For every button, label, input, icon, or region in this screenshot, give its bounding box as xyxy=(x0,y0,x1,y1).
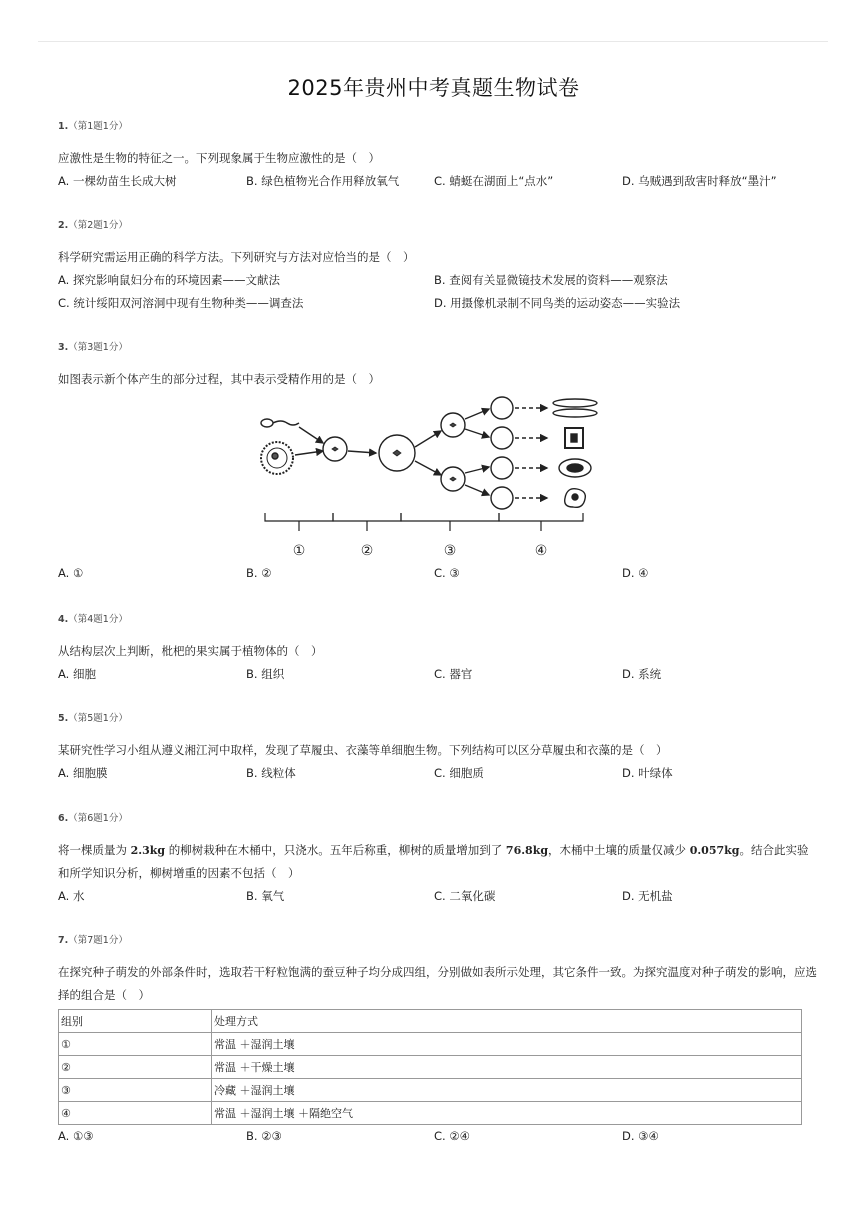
option-c[interactable]: C. 器官 xyxy=(434,667,473,681)
options-row xyxy=(58,762,818,785)
sperm-cell xyxy=(261,419,299,427)
option-d[interactable]: D. ④ xyxy=(622,566,649,580)
question-3-options xyxy=(58,562,818,585)
question-number: 5.（第5题1分） xyxy=(58,713,128,724)
treatment-table xyxy=(58,1009,802,1125)
question-7 xyxy=(58,933,818,1148)
option-d[interactable]: D. 无机盐 xyxy=(622,889,673,903)
option-c[interactable]: C. 细胞质 xyxy=(434,766,484,780)
table-cell: ① xyxy=(59,1033,212,1056)
table-header: 组别 xyxy=(59,1010,212,1033)
option-b[interactable]: B. 查阅有关显微镜技术发展的资料——观察法 xyxy=(434,273,668,287)
table-row xyxy=(59,1079,802,1102)
question-stem: 从结构层次上判断，枇杷的果实属于植物体的（ ） xyxy=(58,644,323,658)
question-4 xyxy=(58,612,818,686)
option-d[interactable]: D. ③④ xyxy=(622,1129,659,1143)
table-header: 处理方式 xyxy=(212,1010,802,1033)
question-number: 2.（第2题1分） xyxy=(58,220,128,231)
page-title: 2025年贵州中考真题生物试卷 xyxy=(287,76,580,100)
question-3 xyxy=(58,340,818,391)
option-d[interactable]: D. 乌贼遇到敌害时释放“墨汁” xyxy=(622,174,777,188)
fertilization-diagram xyxy=(255,395,625,565)
option-c[interactable]: C. 统计绥阳双河溶洞中现有生物种类——调查法 xyxy=(58,296,304,310)
table-cell: ③ xyxy=(59,1079,212,1102)
question-6 xyxy=(58,811,818,908)
stage-label-2: ② xyxy=(360,543,374,559)
stage-label-4: ④ xyxy=(534,543,548,559)
options-row xyxy=(58,885,818,908)
question-stem: 科学研究需运用正确的科学方法。下列研究与方法对应恰当的是（ ） xyxy=(58,250,415,264)
option-a[interactable]: A. ① xyxy=(58,566,84,580)
option-a[interactable]: A. ①③ xyxy=(58,1129,94,1143)
option-b[interactable]: B. 线粒体 xyxy=(246,766,296,780)
question-number: 3.（第3题1分） xyxy=(58,342,128,353)
option-c[interactable]: C. 蜻蜓在湖面上“点水” xyxy=(434,174,554,188)
table-header-row xyxy=(59,1010,802,1033)
header-divider xyxy=(38,41,828,42)
question-number: 6.（第6题1分） xyxy=(58,813,128,824)
option-b[interactable]: B. 绿色植物光合作用释放氧气 xyxy=(246,174,400,188)
table-cell: 常温 ＋干燥土壤 xyxy=(212,1056,802,1079)
table-cell: ② xyxy=(59,1056,212,1079)
option-a[interactable]: A. 水 xyxy=(58,889,85,903)
question-2 xyxy=(58,218,818,315)
options-row xyxy=(58,170,818,193)
question-stem: 将一棵质量为 2.3kg 的柳树栽种在木桶中，只浇水。五年后称重，柳树的质量增加到了 76.8kg，木桶中土壤的质量仅减少 0.057kg。结合此实验和所学知识分析，柳树增重的因素不包括（ ） xyxy=(58,843,809,880)
option-b[interactable]: B. 组织 xyxy=(246,667,285,681)
table-cell: 冷藏 ＋湿润土壤 xyxy=(212,1079,802,1102)
stage-label-1: ① xyxy=(292,543,306,559)
option-b[interactable]: B. ②③ xyxy=(246,1129,282,1143)
option-b[interactable]: B. 氧气 xyxy=(246,889,285,903)
option-b[interactable]: B. ② xyxy=(246,566,272,580)
question-stem: 如图表示新个体产生的部分过程，其中表示受精作用的是（ ） xyxy=(58,372,380,386)
options-row xyxy=(58,1125,818,1148)
table-row xyxy=(59,1056,802,1079)
options-row xyxy=(58,663,818,686)
option-c[interactable]: C. ②④ xyxy=(434,1129,470,1143)
stage-label-3: ③ xyxy=(443,543,457,559)
table-cell: ④ xyxy=(59,1102,212,1125)
question-stem: 某研究性学习小组从遵义湘江河中取样，发现了草履虫、衣藻等单细胞生物。下列结构可以区分草履虫和衣藻的是（ ） xyxy=(58,743,668,757)
option-a[interactable]: A. 探究影响鼠妇分布的环境因素——文献法 xyxy=(58,273,280,287)
question-1 xyxy=(58,119,818,193)
option-a[interactable]: A. 一棵幼苗生长成大树 xyxy=(58,174,177,188)
question-stem: 在探究种子萌发的外部条件时，选取若干籽粒饱满的蚕豆种子均分成四组，分别做如表所示处理，其它条件一致。为探究温度对种子萌发的影响，应选择的组合是（ ） xyxy=(58,965,817,1002)
table-row xyxy=(59,1102,802,1125)
question-number: 1.（第1题1分） xyxy=(58,121,128,132)
table-row xyxy=(59,1033,802,1056)
question-number: 7.（第7题1分） xyxy=(58,935,128,946)
option-c[interactable]: C. ③ xyxy=(434,566,460,580)
option-a[interactable]: A. 细胞膜 xyxy=(58,766,108,780)
option-d[interactable]: D. 系统 xyxy=(622,667,662,681)
table-cell: 常温 ＋湿润土壤 ＋隔绝空气 xyxy=(212,1102,802,1125)
option-c[interactable]: C. 二氧化碳 xyxy=(434,889,496,903)
option-d[interactable]: D. 叶绿体 xyxy=(622,766,673,780)
options-row xyxy=(58,562,818,585)
question-stem: 应激性是生物的特征之一。下列现象属于生物应激性的是（ ） xyxy=(58,151,380,165)
egg-cell xyxy=(261,442,293,474)
option-d[interactable]: D. 用摄像机录制不同鸟类的运动姿态——实验法 xyxy=(434,296,681,310)
table-cell: 常温 ＋湿润土壤 xyxy=(212,1033,802,1056)
options-row xyxy=(58,269,818,292)
option-a[interactable]: A. 细胞 xyxy=(58,667,96,681)
question-number: 4.（第4题1分） xyxy=(58,614,128,625)
question-5 xyxy=(58,711,818,785)
options-row xyxy=(58,292,818,315)
